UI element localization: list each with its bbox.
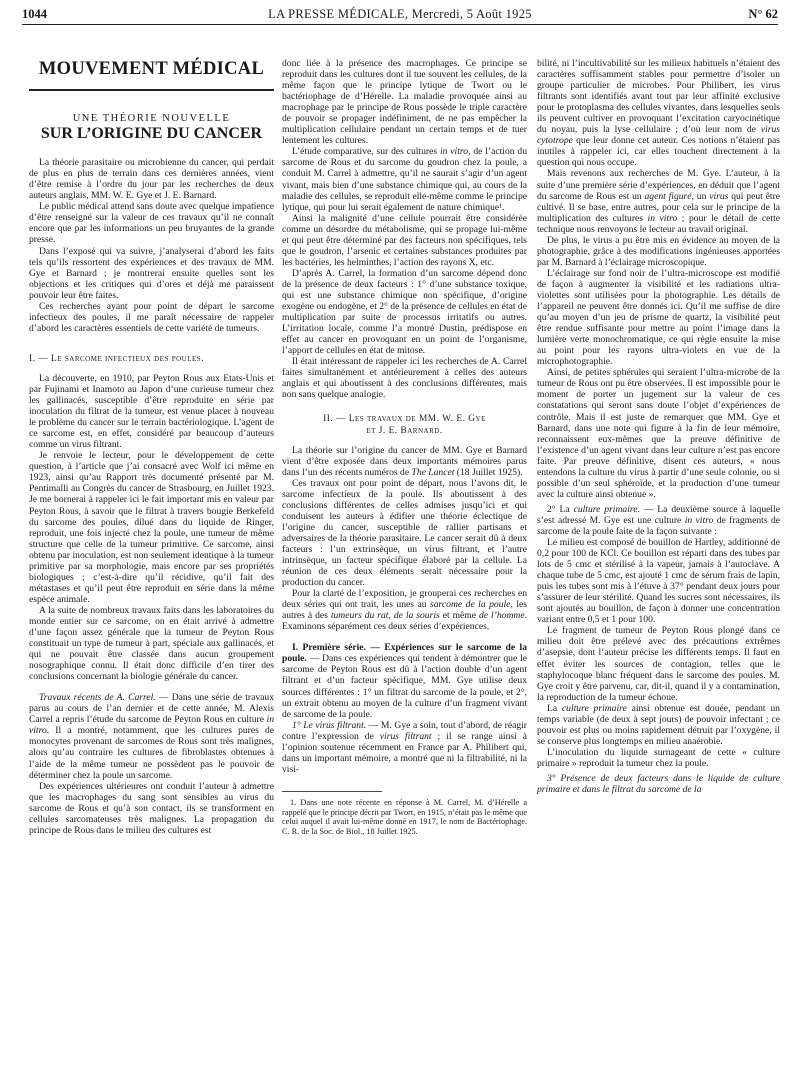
paragraph-third: 3° Présence de deux facteurs dans le liquide de culture primaire et dans le filtrat du sarcome de la [537, 773, 780, 796]
paragraph: Ainsi, de petites sphérules qui seraient l’ultra-microbe de la tumeur de Rous ont pu être observées. Il est impossible pour le moment de porter un jugement sur la valeur de ces constatations qui seront sans doute l’objet d’expériences de contrôle. Mais il est juste de remarquer que MM. Gye et Barnard, dans une note qui figure à la fin de leur mémoire, reconnaissent eux-mêmes que la preuve définitive de l’existence d’un agent vivant dans leur culture n’est pas encore faite. Par preuve définitive, disent ces auteurs, « nous entendons la culture du virus à partir d’une seule colonie, ou si possible d’un seul sphéroïde, et la production d’une tumeur avec la culture ainsi obtenue ». [537, 367, 780, 500]
section-heading-2-cont: et J. E. Barnard. [366, 425, 443, 436]
paragraph: Des expériences ultérieures ont conduit l’auteur à admettre que les macrophages du sang sont sensibles au virus du sarcome de Rous et qu’à son contact, ils se transforment en cellules sarcomateuses très malignes. La propagation du principe de Rous dans le milieu des cultures est [29, 780, 274, 836]
column-1 [29, 58, 274, 836]
paragraph: 2° La culture primaire. — La deuxième source à laquelle s’est adressé M. Gye est une culture in vitro de fragments de sarcome de la poule faite de la façon suivante : [537, 503, 781, 537]
paragraph: A la suite de nombreux travaux faits dans les laboratoires du monde entier sur ce sarcome, on en était arrivé à admettre d’une façon assez générale que la tumeur de Peyton Rous constituait un type de tumeur à part, spéciale aux gallinacés, et qui ne pouvait être classée dans aucun groupement nosographique connu. Il était donc difficile d’en tirer des conclusions concernant la biologie générale du cancer. [29, 604, 274, 683]
paragraph-first-series: I. Première série. — Expériences sur le sarcome de la poule. — Dans ces expériences qui tendent à démontrer que le sarcome de Peyton Rous est dû à l’action double d’un agent filtrant et d’un facteur spécifique, MM. Gye utilise deux sources différentes : 1° un filtrat du sarcome de la poule, et 2°, un extrait obtenu au moyen de la culture d’un fragment vivant de sarcome de la poule. [282, 642, 527, 720]
footnote-rule [282, 791, 382, 792]
section-title-rule [29, 89, 274, 91]
paragraph: Ces travaux ont pour point de départ, nous l’avons dit, le sarcome infectieux de la poule. Ils aboutissent à des conclusions différentes de celles admises jusqu’ici et qui conduisent les auteurs à édifier une théorie éclectique de l’origine du cancer, susceptible de rallier partisans et adversaires de la théorie parasitaire. Le cancer serait dû à deux facteurs : l’un extrinsèque, un virus filtrant, et l’autre intrinsèque, un facteur spécifique élaboré par la cellule. La réunion de ces deux éléments serait nécessaire pour la production du cancer. [282, 477, 527, 589]
paragraph: L’étude comparative, sur des cultures in vitro, de l’action du sarcome de Rous et du sarcome du goudron chez la poule, a conduit M. Carrel à admettre, qu’il ne saurait s’agir d’un agent vivant, mais bien d’une substance chimique qui, au cours de la maladie des cellules, se reproduit elle-même comme le principe lytique, qui pour lui serait également de nature chimique¹. [282, 146, 528, 213]
paragraph: donc liée à la présence des macrophages. Ce principe se reproduit dans les cultures dont il tue souvent les cellules, de la même façon que le principe lytique de Twort ou le bactériophage de d’Hérelle. La maladie provoquée ainsi au macrophage par le principe de Rous possède le triple caractère de pouvoir se propager indéfiniment, de ne pas empêcher la multiplication cellulaire pendant un certain temps et de tuer lentement les cultures. [282, 58, 527, 147]
paragraph: La théorie sur l’origine du cancer de MM. Gye et Barnard vient d’être exposée dans deux importants mémoires parus dans l’un des récents numéros de The Lancet (18 Juillet 1925). [282, 444, 527, 478]
paragraph: Il était intéressant de rappeler ici les recherches de A. Carrel faites simultanément et antérieurement à celles des auteurs anglais et qui aboutissent à des conclusions différentes, mais non sans quelque analogie. [282, 356, 527, 401]
paragraph-lead: Travaux récents de A. Carrel. [39, 692, 156, 704]
paragraph: bilité, ni l’incultivabilité sur les milieux habituels n’étaient des caractères suffisamment stables pour permettre d’isoler un groupe particulier de microbes. Pour Philibert, les virus filtrants sont identifiés avant tout par leur affinité exclusive pour le protoplasma des cellules vivantes, dans lesquelles seuls ils peuvent cultiver en provoquant l’excitation caryocinétique du noyau, puis la lyse cellulaire ; d’où leur nom de virus cytotrope que leur donne cet auteur. Ces notions n’étaient pas inutiles à rappeler ici, car elles touchent directement à la question qui nous occupe. [537, 58, 780, 169]
paragraph: Ainsi la malignité d’une cellule pourrait être considérée comme un désordre du métabolisme, qui se propage lui-même et qui peut être déterminé par des facteurs non spécifiques, tels que le goudron, l’arsenic et certaines substances produites par les bactéries, les helminthes, l’action des rayons X, etc. [282, 212, 527, 268]
subsection-heading: I. Première série. — Expériences sur le sarcome de la poule. [282, 642, 527, 665]
paragraph: Dans l’exposé qui va suivre, j’analyserai d’abord les faits tels qu’ils ressortent des expériences et des travaux de MM. Gye et Barnard ; je montrerai ensuite quelles sont les objections et les critiques qui d’ores et déjà me paraissent pouvoir leur être faites. [29, 245, 274, 301]
article-title: SUR L’ORIGINE DU CANCER [40, 125, 263, 143]
column-2 [282, 58, 527, 836]
running-title: LA PRESSE MÉDICALE, Mercredi, 5 Août 1925 [268, 7, 532, 21]
section-heading-1: I. — Le sarcome infectieux des poules. [29, 353, 204, 364]
paragraph: Mais revenons aux recherches de M. Gye. L’auteur, à la suite d’une première série d’expériences, en déduit que l’agent du sarcome de Rous est un agent figuré, un virus qui peut être cultivé. Il se base, entre autres, pour cela sur le principe de la multiplication des cultures in vitro ; pour le détail de cette technique nous renvoyons le lecteur au travail original. [537, 168, 781, 235]
paragraph-carrel: Travaux récents de A. Carrel. — Dans une série de travaux parus au cours de l’an dernier et de cette année, M. Alexis Carrel a repris l’étude du sarcome de Peyton Rous en culture in vitro. Il a montré, notamment, que les cultures pures de monocytes provenant de sarcomes de Rous sont très malignes, alors qu’au contraire les cultures de fibroblastes obtenues à l’aide de la même tumeur ne possèdent pas le pouvoir de déterminer chez la poule un sarcome. [29, 692, 274, 781]
page-number: 1044 [22, 7, 47, 21]
article-kicker: UNE THÉORIE NOUVELLE [72, 113, 231, 125]
paragraph: Ces recherches ayant pour point de départ le sarcome infectieux des poules, il me paraît nécessaire de rappeler d’abord les caractères essentiels de cette variété de tumeurs. [29, 300, 274, 334]
running-header [22, 4, 778, 26]
paragraph: La découverte, en 1910, par Peyton Rous aux Etats-Unis et par Fujinami et Inamoto au Japon d’une curieuse tumeur chez les gallinacés, susceptible d’être reproduite en série par inoculation du filtrat de la tumeur, est venue placer à nouveau le problème du cancer sur le terrain bactériologique. L’agent de ce sarcome est, en effet, considéré par beaucoup d’auteurs comme un virus filtrant. [29, 372, 274, 451]
paragraph: L’inoculation du liquide surnageant de cette « culture primaire » reproduit la tumeur chez la poule. [537, 746, 780, 769]
paragraph: La culture primaire ainsi obtenue est douée, pendant un temps variable (de deux à sept jours) de pouvoir infectant ; ce pouvoir est plus ou moins rapidement détruit par l’oxygène, il se conserve plus longtemps en milieu anaérobie. [537, 702, 780, 747]
column-3 [537, 58, 780, 795]
paragraph: Je renvoie le lecteur, pour le développement de cette question, à l’article que j’ai consacré avec Wolf ici même en 1923, ainsi qu’au Rapport très documenté présenté par M. Pentimalli au Congrès du cancer de Strasbourg, en Juillet 1923. Je me bornerai à rappeler ici le fait important mis en valeur par Peyton Rous, à savoir que le filtrat à travers bougie Berkefeld du sarcome des poules, dilué dans du liquide de Ringer, reproduit, une fois injecté chez la poule, une tumeur de même structure que celle de la tumeur primitive. Ce sarcome, ainsi obtenu par inoculation, est non seulement identique à la tumeur primitive par sa morphologie, mais encore par ses propriétés biologiques ; c’est-à-dire qu’il récidive, qu’il fait des métastases et qu’il peut être reproduit en série dans la même espèce animale. [29, 450, 274, 605]
section-title: MOUVEMENT MÉDICAL [38, 59, 265, 79]
paragraph: Pour la clarté de l’exposition, je grouperai ces recherches en deux séries qui ont trait, les unes au sarcome de la poule, les autres à des tumeurs du rat, de la souris et même de l’homme. Examinons séparément ces deux séries d’expériences. [282, 588, 527, 633]
paragraph: Le public médical attend sans doute avec quelque impatience d’être renseigné sur la valeur de ces travaux qu’il ne connaît encore que par les informations un peu bruyantes de la grande presse. [29, 201, 274, 246]
paragraph-lead: 1° Le virus filtrant. [292, 719, 367, 731]
paragraph: L’éclairage sur fond noir de l’ultra-microscope est modifié de façon à augmenter la visibilité et les radiations ultra-violettes sont utilisées pour la photographie. Les détails de l’appareil ne peuvent être donnés ici. Qu’il me suffise de dire qu’au moyen d’un jeu de prisme de quartz, la visibilité peut être rendue suffisante pour mettre au point l’image dans la lumière verte monochromatique, ce qui règle ensuite la mise au point pour les rayons ultra-violets en vue de la microphotographie. [537, 267, 780, 368]
footnote: 1. Dans une note récente en réponse à M. Carrel, M. d’Hérelle a rappelé que le principe décrit par Twort, en 1915, n’était pas le même que celui auquel il avait lui-même donné en 1917, le nom de Bactériophage. C. R. de la Soc. de Biol., 18 Juillet 1925. [282, 797, 527, 836]
issue-number: N° 62 [748, 7, 778, 21]
paragraph: La théorie parasitaire ou microbienne du cancer, qui perdait de plus en plus de terrain dans ces dernières années, vient d’être remise à l’ordre du jour par les recherches de deux auteurs anglais, MM. W. E. Gye et J. E. Barnard. [29, 157, 274, 202]
paragraph: De plus, le virus a pu être mis en évidence au moyen de la photographie, grâce à des modifications ingénieuses apportées par M. Barnard à l’éclairage microscopique. [537, 234, 780, 268]
paragraph-virus: 1° Le virus filtrant. — M. Gye a soin, tout d’abord, de réagir contre l’expression de virus filtrant ; il se range ainsi à l’opinion soutenue récemment en France par A. Philibert qui, dans un important mémoire, a montré que ni la filtrabilité, ni la visi- [282, 719, 527, 775]
paragraph: Le fragment de tumeur de Peyton Rous plongé dans ce milieu doit être prélevé avec des précautions extrêmes d’asepsie, dont l’auteur précise les différents temps. Il faut en effet éviter les sources de contagion, telles que le staphylocoque blanc fréquent dans le sarcome des poules. M. Gye croit y être parvenu, car, dit-il, quand il y a contamination, la reproduction de la tumeur échoue. [537, 625, 780, 703]
header-rule [22, 24, 778, 25]
section-heading-2: II. — Les travaux de MM. W. E. Gye [323, 414, 486, 425]
paragraph: D’après A. Carrel, la formation d’un sarcome dépend donc de la présence de deux facteurs : 1° d’une substance toxique, qui est une substance chimique non spécifique, d’origine exogène ou endogène, et 2° de la présence de cellules en état de multiplication par suite de processus irritatifs ou autres. L’irritation locale, comme l’a montré Dustin, prédispose en effet au cancer en provoquant en un point de l’organisme, l’apport de cellules en état de mitose. [282, 267, 527, 357]
paragraph: Le milieu est composé de bouillon de Hartley, additionné de 0,2 pour 100 de KCl. Ce bouillon est réparti dans des tubes par lots de 5 cmc et stérilisé à la vapeur, jamais à l’autoclave. A chaque tube de 5 cmc, est ajouté 1 cmc de sérum frais de lapin, puis les tubes sont mis à l’étuve à 37° pendant deux jours pour s’assurer de leur stérilité. Quand les sucres sont nécessaires, ils sont ajoutés au bouillon, de façon à donner une concentration variant entre 0,5 et 1 pour 100. [537, 537, 780, 626]
